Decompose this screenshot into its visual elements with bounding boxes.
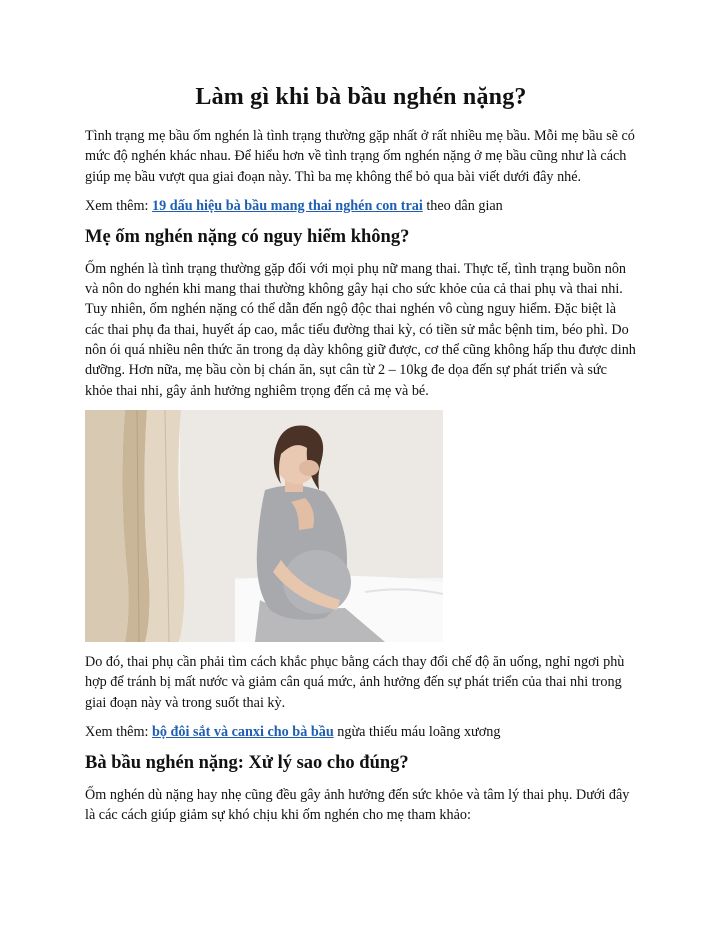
intro-paragraph: Tình trạng mẹ bầu ốm nghén là tình trạng thường gặp nhất ở rất nhiều mẹ bầu. Mỗi mẹ bầu sẽ có mức độ nghén khác nhau. Để hiểu hơn về tình trạng ốm nghén nặng ở mẹ bầu cũng như là cách giúp mẹ bầu vượt qua giai đoạn này. Thì ba mẹ không thể bỏ qua bài viết dưới đây nhé. — [85, 128, 635, 185]
see-also-1-suffix: theo dân gian — [422, 197, 503, 214]
see-also-2 — [85, 722, 637, 742]
article — [85, 82, 637, 834]
section-1-heading: Mẹ ốm nghén nặng có nguy hiểm không? — [85, 226, 410, 247]
see-also-2-prefix: Xem thêm: — [85, 723, 152, 740]
after-image-paragraph: Do đó, thai phụ cần phải tìm cách khắc phục bằng cách thay đổi chế độ ăn uống, nghỉ ngơi phù hợp để tránh bị mất nước và giảm cân quá mức, ảnh hưởng đến sự phát triển của thai nhi trong giai đoạn này và trong suốt thai kỳ. — [85, 653, 625, 711]
section-1-paragraph: Ốm nghén là tình trạng thường gặp đối với mọi phụ nữ mang thai. Thực tế, tình trạng buồn nôn và nôn do nghén khi mang thai thường không gây hại cho sức khỏe của cả thai phụ và thai nhi. Tuy nhiên, ốm nghén nặng có thể dẫn đến ngộ độc thai nghén vô cùng nguy hiểm. Đặc biệt là các thai phụ đa thai, huyết áp cao, mắc tiểu đường thai kỳ, có tiền sử mắc bệnh tim, béo phì. Do nôn ói quá nhiều nên thức ăn trong dạ dày không giữ được, cơ thể cũng không hấp thu được dinh dưỡng. Hơn nữa, mẹ bầu còn bị chán ăn, sụt cân từ 2 – 10kg đe dọa đến sự phát triển và sức khỏe thai nhi, gây ảnh hưởng nghiêm trọng đến cả mẹ và bé. — [85, 260, 636, 399]
section-2-heading: Bà bầu nghén nặng: Xử lý sao cho đúng? — [85, 752, 409, 773]
see-also-1 — [85, 196, 637, 216]
see-also-2-suffix: ngừa thiếu máu loãng xương — [333, 723, 501, 740]
see-also-1-link[interactable]: 19 dấu hiệu bà bầu mang thai nghén con trai — [151, 197, 423, 214]
see-also-1-prefix: Xem thêm: — [85, 197, 152, 214]
article-title: Làm gì khi bà bầu nghén nặng? — [195, 84, 527, 110]
pregnant-woman-image — [85, 410, 443, 642]
section-2-paragraph: Ốm nghén dù nặng hay nhẹ cũng đều gây ảnh hưởng đến sức khỏe và tâm lý thai phụ. Dưới đây là các cách giúp giảm sự khó chịu khi ốm nghén cho mẹ tham khảo: — [85, 786, 630, 824]
see-also-2-link[interactable]: bộ đôi sắt và canxi cho bà bầu — [151, 723, 334, 740]
